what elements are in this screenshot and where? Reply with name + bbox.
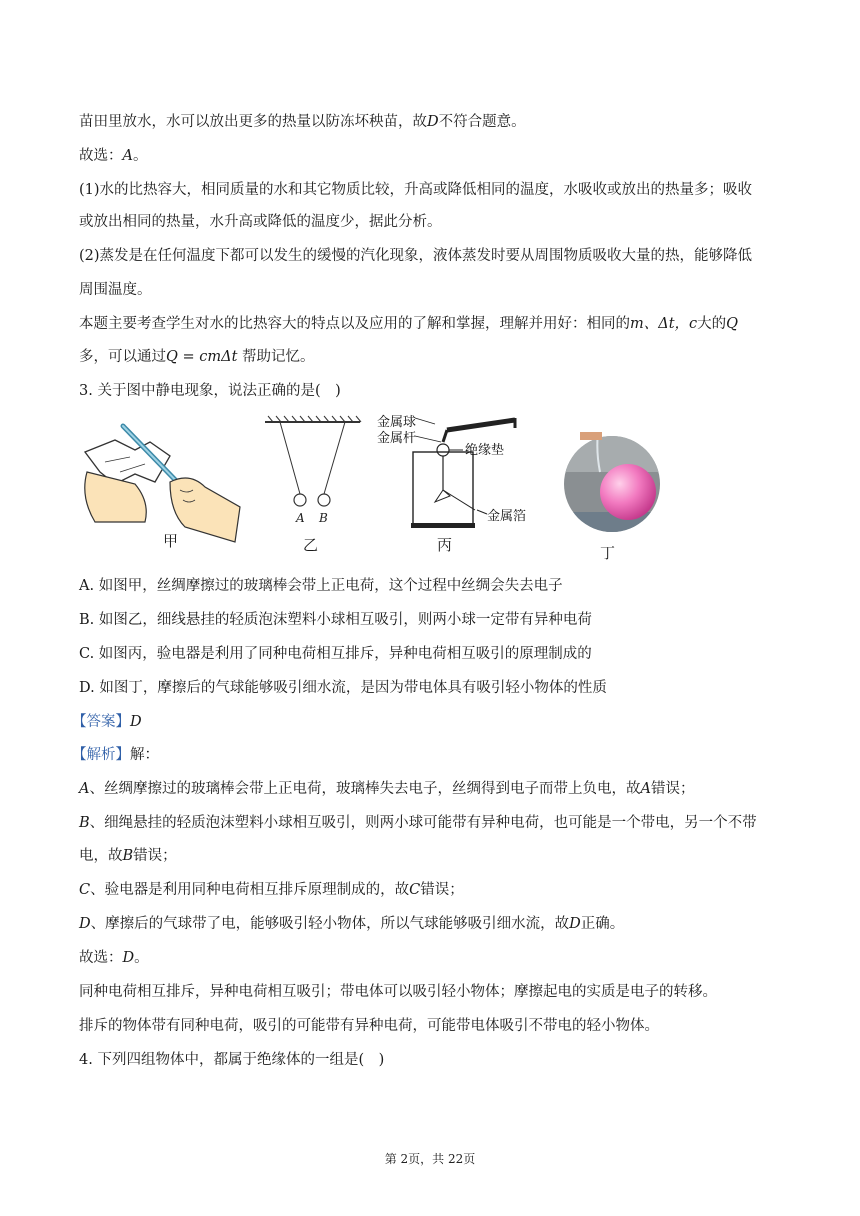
- question-4-stem: 4. 下列四组物体中，都属于绝缘体的一组是( ): [79, 1052, 385, 1068]
- metal-ball-label: 金属球: [377, 415, 417, 430]
- text: 。: [132, 148, 148, 164]
- text: 多，可以通过: [79, 349, 166, 365]
- option-letter: C: [79, 882, 91, 898]
- math-vars: m、Δt，c: [630, 316, 698, 332]
- text-line: 周围温度。: [79, 282, 152, 298]
- analysis-line: [72, 745, 159, 765]
- analysis-c: [79, 880, 464, 900]
- figure-ding: [560, 432, 665, 537]
- option-letter: D: [122, 950, 135, 966]
- option-letter: A: [122, 148, 133, 164]
- analysis-tag: 【解析】: [72, 747, 130, 763]
- ball-a-label: A: [296, 511, 305, 525]
- text: 苗田里放水，水可以放出更多的热量以防冻坏秧苗，故: [79, 114, 427, 130]
- metal-foil-label: 金属箔: [487, 509, 527, 524]
- answer-value: D: [130, 714, 142, 730]
- text: 、丝绸摩擦过的玻璃棒会带上正电荷，玻璃棒失去电子，丝绸得到电子而带上负电，故: [89, 781, 641, 797]
- analysis-b-cont: [79, 846, 177, 866]
- page-footer: 第 2页，共 22页: [384, 1152, 476, 1166]
- summary-line-1: 同种电荷相互排斥，异种电荷相互吸引；带电体可以吸引轻小物体；摩擦起电的实质是电子的转移。: [79, 984, 717, 1000]
- option-letter: D: [569, 916, 581, 932]
- option-letter: A: [640, 781, 651, 797]
- text: 错误；: [133, 848, 177, 864]
- option-letter: B: [79, 815, 90, 831]
- option-b: B. 如图乙，细线悬挂的轻质泡沫塑料小球相互吸引，则两小球一定带有异种电荷: [79, 612, 592, 628]
- figure-row: [75, 412, 675, 567]
- answer-tag: 【答案】: [72, 714, 130, 730]
- analysis-b: [79, 813, 757, 833]
- text: 解：: [130, 747, 159, 763]
- text: 。: [134, 950, 149, 966]
- analysis-d: [79, 914, 624, 934]
- selection-line: [79, 948, 149, 968]
- text: 本题主要考查学生对水的比热容大的特点以及应用的了解和掌握，理解并用好：相同的: [79, 316, 630, 332]
- text: 故选：: [79, 950, 123, 966]
- option-letter: B: [122, 848, 134, 864]
- option-letter: C: [409, 882, 421, 898]
- math-var: Q: [726, 316, 739, 332]
- text: 、验电器是利用同种电荷相互排斥原理制成的，故: [90, 882, 410, 898]
- text: 错误；: [420, 882, 464, 898]
- option-letter: D: [427, 114, 439, 130]
- figure-jia-label: 甲: [163, 532, 179, 550]
- text-line: [79, 314, 738, 334]
- text: 、细绳悬挂的轻质泡沫塑料小球相互吸引，则两小球可能带有异种电荷，也可能是一个带电，另一个不带: [89, 815, 757, 831]
- figure-bing: [375, 412, 550, 537]
- text-line: (1)水的比热容大，相同质量的水和其它物质比较，升高或降低相同的温度，水吸收或放出的热量多；吸收: [79, 182, 753, 198]
- text: 正确。: [580, 916, 625, 932]
- text: 、摩擦后的气球带了电，能够吸引轻小物体，所以气球能够吸引细水流，故: [90, 916, 570, 932]
- figure-bing-label: 丙: [437, 536, 453, 554]
- figure-ding-label: 丁: [600, 544, 616, 562]
- figure-yi-label: 乙: [303, 536, 319, 554]
- option-a: A. 如图甲，丝绸摩擦过的玻璃棒会带上正电荷，这个过程中丝绸会失去电子: [79, 578, 563, 594]
- formula: Q = cmΔt: [166, 349, 238, 365]
- option-c: C. 如图丙，验电器是利用了同种电荷相互排斥，异种电荷相互吸引的原理制成的: [79, 646, 592, 662]
- text-line: [79, 347, 315, 367]
- answer-line: [72, 712, 142, 732]
- option-d: D. 如图丁，摩擦后的气球能够吸引细水流，是因为带电体具有吸引轻小物体的性质: [79, 680, 607, 696]
- text: 故选：: [79, 148, 123, 164]
- text: 大的: [697, 316, 727, 332]
- text-line: [79, 112, 526, 132]
- ball-b-label: B: [319, 511, 328, 525]
- metal-rod-label: 金属杆: [377, 431, 417, 446]
- question-3-stem: 3. 关于图中静电现象，说法正确的是( ): [79, 383, 341, 399]
- summary-line-2: 排斥的物体带有同种电荷，吸引的可能带有异种电荷，可能带电体吸引不带电的轻小物体。: [79, 1018, 659, 1034]
- insulating-pad-label: 绝缘垫: [465, 443, 505, 458]
- text: 电，故: [79, 848, 123, 864]
- text: 错误；: [650, 781, 695, 797]
- figure-yi: [260, 412, 370, 532]
- analysis-a: [79, 779, 694, 799]
- option-letter: D: [79, 916, 91, 932]
- text-line: 或放出相同的热量，水升高或降低的温度少，据此分析。: [79, 214, 442, 230]
- text: 不符合题意。: [438, 114, 526, 130]
- text-line: (2)蒸发是在任何温度下都可以发生的缓慢的汽化现象，液体蒸发时要从周围物质吸收大量的热，能够降低: [79, 248, 753, 264]
- option-letter: A: [79, 781, 90, 797]
- text-line: [79, 146, 147, 166]
- text: 帮助记忆。: [242, 349, 315, 365]
